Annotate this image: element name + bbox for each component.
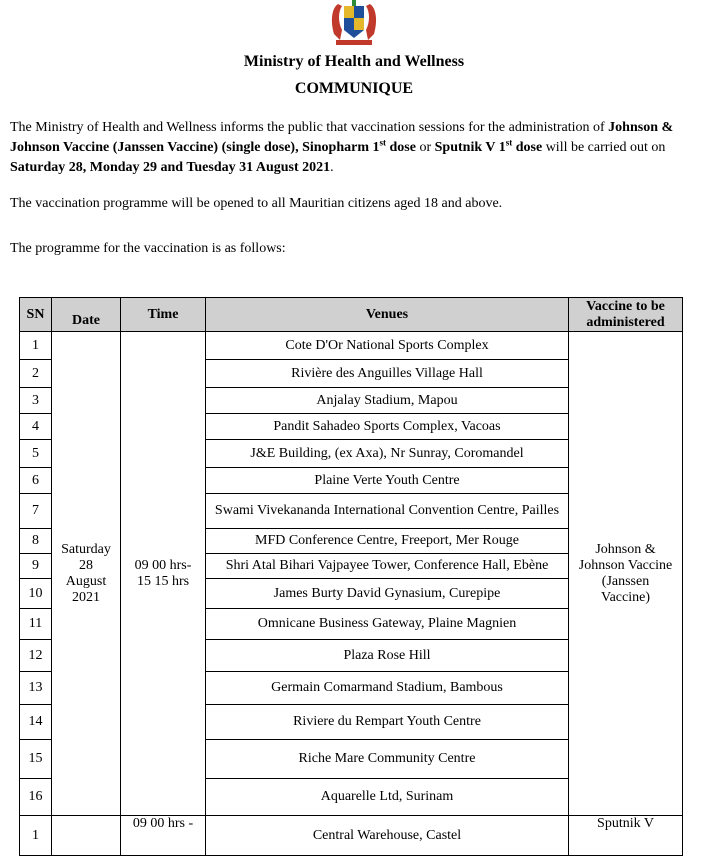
header-venues: Venues	[206, 298, 569, 332]
vaccine-line: Johnson &	[595, 541, 656, 557]
session-dates: Saturday 28, Monday 29 and Tuesday 31 August 2021	[10, 160, 331, 175]
coat-of-arms-icon	[318, 0, 390, 46]
header-time: Time	[121, 298, 206, 332]
intro-paragraph	[10, 118, 696, 178]
time-cell	[121, 332, 206, 816]
communique-title: COMMUNIQUE	[294, 80, 414, 97]
programme-paragraph: The programme for the vaccination is as follows:	[10, 241, 286, 256]
sn-cell: 3	[20, 388, 52, 414]
sn-cell: 13	[20, 672, 52, 705]
header-vaccine: Vaccine to be administered	[569, 298, 683, 332]
venue-cell: Riche Mare Community Centre	[206, 740, 569, 779]
sn-cell: 4	[20, 414, 52, 440]
sn-cell: 11	[20, 609, 52, 640]
venue-cell: Pandit Sahadeo Sports Complex, Vacoas	[206, 414, 569, 440]
venue-cell: Plaza Rose Hill	[206, 640, 569, 672]
sn-cell: 8	[20, 529, 52, 554]
venue-cell: Aquarelle Ltd, Surinam	[206, 779, 569, 816]
vaccine-line: (Janssen	[601, 573, 650, 589]
sn-cell: 6	[20, 468, 52, 494]
table-row	[20, 816, 683, 856]
sn-cell: 12	[20, 640, 52, 672]
table-row	[20, 332, 683, 360]
date-day: Saturday	[61, 541, 111, 557]
venue-cell: Germain Comarmand Stadium, Bambous	[206, 672, 569, 705]
sn-cell: 9	[20, 554, 52, 579]
sn-cell: 10	[20, 579, 52, 609]
vaccine-cell: Sputnik V	[569, 816, 683, 856]
vaccine-names: Johnson & Johnson Vaccine (Janssen Vaccine) (single dose), Sinopharm 1	[10, 120, 674, 155]
time-cell: 09 00 hrs -	[121, 816, 206, 856]
sn-cell: 2	[20, 360, 52, 388]
sn-cell: 15	[20, 740, 52, 779]
header-sn: SN	[20, 298, 52, 332]
venue-cell: Central Warehouse, Castel	[206, 816, 569, 856]
venue-cell: MFD Conference Centre, Freeport, Mer Rouge	[206, 529, 569, 554]
superscript-st: st	[379, 137, 387, 148]
vaccine-line: Johnson Vaccine	[578, 557, 673, 573]
time-end: 15 15 hrs	[136, 573, 190, 589]
sn-cell: 5	[20, 440, 52, 468]
date-cell	[52, 816, 121, 856]
dose-text: dose	[386, 140, 416, 155]
sn-cell: 7	[20, 494, 52, 529]
ministry-title: Ministry of Health and Wellness	[243, 53, 465, 70]
sn-cell: 1	[20, 332, 52, 360]
venue-cell: James Burty David Gynasium, Curepipe	[206, 579, 569, 609]
venue-cell: Riviere du Rempart Youth Centre	[206, 705, 569, 740]
vaccination-schedule-table	[19, 297, 683, 856]
sputnik-name: Sputnik V 1	[434, 140, 506, 155]
sn-cell: 14	[20, 705, 52, 740]
dose-text: dose	[512, 140, 543, 155]
sn-cell: 1	[20, 816, 52, 856]
venue-cell: Anjalay Stadium, Mapou	[206, 388, 569, 414]
venue-cell: Plaine Verte Youth Centre	[206, 468, 569, 494]
venue-cell: Shri Atal Bihari Vajpayee Tower, Conference Hall, Ebène	[206, 554, 569, 579]
date-month: August	[65, 573, 107, 589]
date-cell	[52, 332, 121, 816]
sn-cell: 16	[20, 779, 52, 816]
time-start: 09 00 hrs-	[134, 557, 192, 573]
superscript-st: st	[505, 137, 513, 148]
venue-cell: Rivière des Anguilles Village Hall	[206, 360, 569, 388]
eligibility-paragraph: The vaccination programme will be opened to all Mauritian citizens aged 18 and above.	[10, 196, 503, 211]
venue-cell: J&E Building, (ex Axa), Nr Sunray, Coromandel	[206, 440, 569, 468]
or-text: or	[415, 140, 435, 155]
venue-cell: Cote D'Or National Sports Complex	[206, 332, 569, 360]
venue-cell: Swami Vivekananda International Convention Centre, Pailles	[206, 494, 569, 529]
date-year: 2021	[72, 589, 100, 605]
date-number: 28	[79, 557, 93, 573]
header-date: Date	[52, 298, 121, 332]
table-header-row	[20, 298, 683, 332]
period: .	[330, 160, 334, 175]
intro-text: The Ministry of Health and Wellness informs the public that vaccination sessions for the administration of	[10, 120, 609, 135]
carried-out-text: will be carried out on	[542, 140, 666, 155]
vaccine-cell	[569, 332, 683, 816]
vaccine-line: Vaccine)	[601, 589, 650, 605]
venue-cell: Omnicane Business Gateway, Plaine Magnien	[206, 609, 569, 640]
